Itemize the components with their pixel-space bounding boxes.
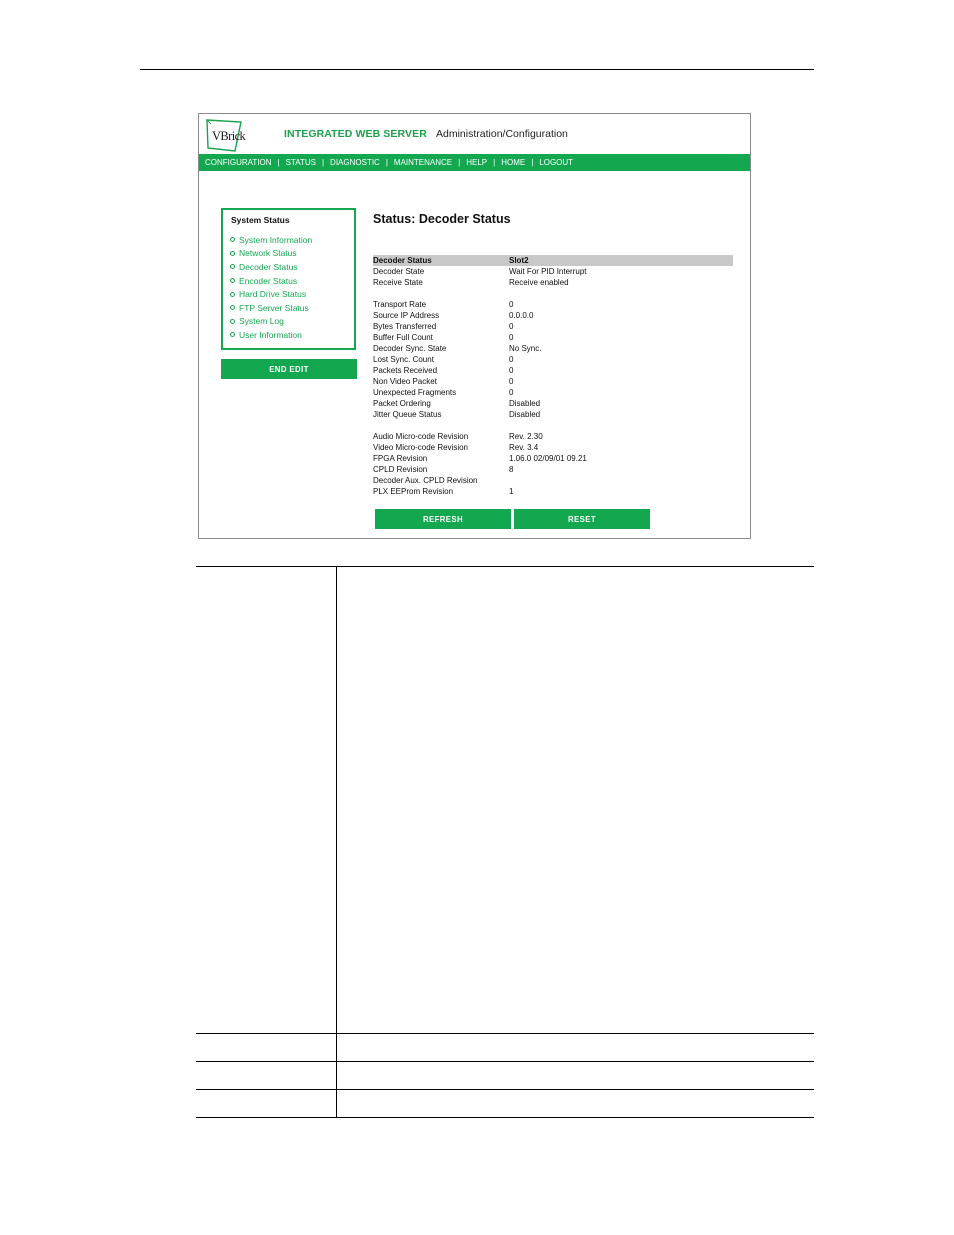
status-row xyxy=(373,321,733,332)
status-value: Rev. 3.4 xyxy=(509,443,539,452)
nav-item-maintenance[interactable]: MAINTENANCE xyxy=(393,158,453,167)
sidebar-item-hard-drive-status[interactable] xyxy=(230,287,312,301)
status-row xyxy=(373,277,733,288)
bullet-icon xyxy=(230,264,235,269)
status-header-value: Slot2 xyxy=(509,256,529,265)
definition-table xyxy=(196,566,814,1118)
status-value: 1 xyxy=(509,487,514,496)
status-value: 8 xyxy=(509,465,514,474)
system-status-sidebar xyxy=(221,208,356,350)
bullet-icon xyxy=(230,292,235,297)
status-row xyxy=(373,398,733,409)
status-value: Receive enabled xyxy=(509,278,569,287)
status-row xyxy=(373,365,733,376)
row-spacer xyxy=(373,288,733,299)
web-server-screenshot xyxy=(198,113,751,539)
sidebar-item-label: FTP Server Status xyxy=(239,302,309,313)
status-label: Transport Rate xyxy=(373,300,427,309)
status-value: 0 xyxy=(509,366,514,375)
status-label: Decoder Sync. State xyxy=(373,344,447,353)
status-label: Audio Micro-code Revision xyxy=(373,432,469,441)
status-row xyxy=(373,332,733,343)
bullet-icon xyxy=(230,251,235,256)
table-rule-top xyxy=(196,566,814,567)
status-label: Bytes Transferred xyxy=(373,322,437,331)
table-rule-2 xyxy=(196,1061,814,1062)
status-label: Buffer Full Count xyxy=(373,333,433,342)
sidebar-item-decoder-status[interactable] xyxy=(230,260,312,274)
status-value: Disabled xyxy=(509,410,541,419)
status-row xyxy=(373,299,733,310)
status-label: Packet Ordering xyxy=(373,399,431,408)
status-header-label: Decoder Status xyxy=(373,256,432,265)
sidebar-item-ftp-server-status[interactable] xyxy=(230,301,312,315)
status-row xyxy=(373,387,733,398)
page-top-rule xyxy=(140,69,814,70)
bullet-icon xyxy=(230,305,235,310)
status-value: 0.0.0.0 xyxy=(509,311,534,320)
status-row xyxy=(373,354,733,365)
table-rule-1 xyxy=(196,1033,814,1034)
header-subtitle: Administration/Configuration xyxy=(436,128,568,140)
status-value: 0 xyxy=(509,355,514,364)
status-label: Lost Sync. Count xyxy=(373,355,434,364)
status-label: PLX EEProm Revision xyxy=(373,487,454,496)
status-value: 0 xyxy=(509,388,514,397)
nav-separator: | xyxy=(277,158,280,167)
nav-item-configuration[interactable]: CONFIGURATION xyxy=(205,158,272,167)
status-row xyxy=(373,266,733,277)
sidebar-title: System Status xyxy=(231,215,290,225)
status-row xyxy=(373,475,733,486)
nav-item-help[interactable]: HELP xyxy=(466,158,488,167)
status-label: Video Micro-code Revision xyxy=(373,443,469,452)
table-rule-bottom xyxy=(196,1117,814,1118)
sidebar-item-label: User Information xyxy=(239,329,302,340)
page-title: Status: Decoder Status xyxy=(373,212,511,226)
nav-separator: | xyxy=(321,158,325,167)
sidebar-item-label: System Information xyxy=(239,234,313,245)
status-label: CPLD Revision xyxy=(373,465,428,474)
status-row xyxy=(373,431,733,442)
sidebar-item-label: Decoder Status xyxy=(239,261,298,272)
status-label: FPGA Revision xyxy=(373,454,428,463)
sidebar-item-network-status[interactable] xyxy=(230,247,312,261)
sidebar-item-system-log[interactable] xyxy=(230,315,312,329)
sidebar-item-label: Hard Drive Status xyxy=(239,289,307,300)
status-label: Source IP Address xyxy=(373,311,440,320)
nav-item-logout[interactable]: LOGOUT xyxy=(539,158,574,167)
reset-button[interactable]: RESET xyxy=(514,509,650,529)
status-value: No Sync. xyxy=(509,344,542,353)
sidebar-item-user-information[interactable] xyxy=(230,328,312,342)
top-nav-bar xyxy=(199,154,750,171)
status-label: Receive State xyxy=(373,278,423,287)
bullet-icon xyxy=(230,332,235,337)
sidebar-list xyxy=(230,233,312,342)
sidebar-item-label: Network Status xyxy=(239,248,297,259)
sidebar-item-label: System Log xyxy=(239,316,284,327)
nav-item-status[interactable]: STATUS xyxy=(285,158,316,167)
bullet-icon xyxy=(230,319,235,324)
end-edit-button[interactable]: END EDIT xyxy=(221,359,357,379)
table-rule-3 xyxy=(196,1089,814,1090)
nav-separator: | xyxy=(385,158,388,167)
status-row xyxy=(373,442,733,453)
sidebar-item-label: Encoder Status xyxy=(239,275,298,286)
status-label: Jitter Queue Status xyxy=(373,410,442,419)
status-value: 0 xyxy=(509,333,514,342)
status-value: 0 xyxy=(509,322,514,331)
nav-items xyxy=(205,154,573,171)
nav-item-diagnostic[interactable]: DIAGNOSTIC xyxy=(330,158,380,167)
status-row xyxy=(373,486,733,497)
sidebar-item-encoder-status[interactable] xyxy=(230,274,312,288)
status-table-header xyxy=(373,255,733,266)
logo-text: VBrick xyxy=(212,129,246,143)
bullet-icon xyxy=(230,278,235,283)
refresh-button[interactable]: REFRESH xyxy=(375,509,511,529)
status-row xyxy=(373,464,733,475)
status-value: Disabled xyxy=(509,399,541,408)
status-value: 1.06.0 02/09/01 09.21 xyxy=(509,454,587,463)
status-value: 0 xyxy=(509,300,514,309)
status-value: 0 xyxy=(509,377,514,386)
nav-item-home[interactable]: HOME xyxy=(501,158,526,167)
status-label: Decoder Aux. CPLD Revision xyxy=(373,476,478,485)
row-spacer xyxy=(373,420,733,431)
nav-separator: | xyxy=(458,158,461,167)
status-label: Decoder State xyxy=(373,267,425,276)
bullet-icon xyxy=(230,237,235,242)
status-row xyxy=(373,409,733,420)
vbrick-logo xyxy=(205,118,249,152)
header-title: INTEGRATED WEB SERVER xyxy=(284,128,427,140)
status-row xyxy=(373,376,733,387)
status-label: Non Video Packet xyxy=(373,377,437,386)
table-column-divider xyxy=(336,566,337,1118)
status-row xyxy=(373,343,733,354)
sidebar-item-system-information[interactable] xyxy=(230,233,312,247)
status-row xyxy=(373,453,733,464)
status-row xyxy=(373,310,733,321)
status-value: Wait For PID Interrupt xyxy=(509,267,587,276)
status-value: Rev. 2.30 xyxy=(509,432,543,441)
decoder-status-table xyxy=(373,255,733,497)
status-label: Packets Received xyxy=(373,366,438,375)
nav-separator: | xyxy=(531,158,534,167)
status-label: Unexpected Fragments xyxy=(373,388,457,397)
nav-separator: | xyxy=(493,158,496,167)
